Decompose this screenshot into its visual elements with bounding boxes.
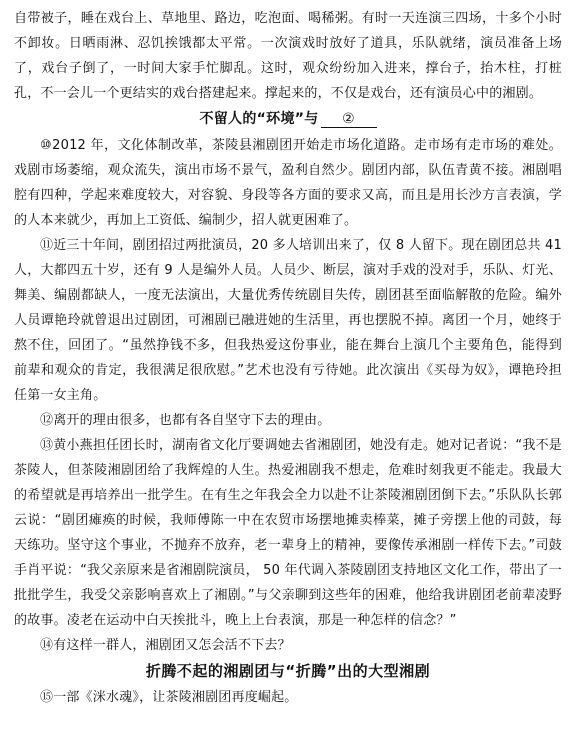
- paragraph-12: ⑫离开的理由很多，也都有各自坚守下去的理由。: [40, 413, 331, 428]
- section-heading-toss: 折腾不起的湘剧团与“折腾”出的大型湘剧: [145, 662, 431, 680]
- paragraph-9: 自带被子，睡在戏台上、草地里、路边，吃泡面、喝稀粥。有时一天连演三四场，十多个小时不卸妆。日晒雨淋、忍饥挨饿都太平常。一次演戏时放好了道具，乐队就绪，演员准备上场了，戏台子倒了，一时间大家手忙脚乱。这时，观众纷纷加入进来，撑台子，抬木柱，打桩孔，不一会儿一个更结实的戏台搭建起来。撑起来的，不仅是戏台，还有演员心中的湘剧。: [14, 11, 562, 101]
- fill-in-blank: ②: [321, 111, 377, 128]
- section-heading-environment: [14, 107, 562, 131]
- paragraph-14: ⑭有这样一群人，湘剧团又怎会活不下去？: [40, 638, 291, 653]
- paragraph-10: ⑩2012 年，文化体制改革，茶陵县湘剧团开始走市场化道路。走市场有走市场的难处。戏剧市场萎缩，观众流失，演出市场不景气，盈利自然少。剧团内部，队伍青黄不接。湘剧唱腔有四种，学起来难度较大，对容貌、身段等各方面的要求又高，而且是用长沙方言表演，学的人本来就少，再加上工资低、编制少，招人就更困难了。: [14, 138, 562, 228]
- paragraph-15: ⑮一部《洣水魂》，让茶陵湘剧团再度崛起。: [40, 690, 298, 705]
- paragraph-11: ⑪近三十年间，剧团招过两批演员，20 多人培训出来了，仅 8 人留下。现在剧团总共 41 人，大都四五十岁，还有 9 人是编外人员。人员少、断层，演对手戏的没对手，乐队、灯光、舞美、编剧都缺人，一度无法演出，大量优秀传统剧目失传，剧团甚至面临解散的危险。编外人员谭艳玲就曾退出过剧团，可湘剧已融进她的生活里，再也摆脱不掉。离团一个月，她终于熬不住，回团了。“虽然挣钱不多，但我热爱这份事业，能在舞台上演几个主要角色，能得到前辈和观众的肯定，我很满足很欣慰。”艺术也没有亏待她。此次演出《买母为奴》，谭艳玲担任第一女主角。: [14, 238, 562, 403]
- paragraph-13: ⑬黄小燕担任团长时，湖南省文化厅要调她去省湘剧团，她没有走。她对记者说：“我不是茶陵人，但茶陵湘剧团给了我辉煌的人生。热爱湘剧我不想走，危难时刻我更不能走。我最大的希望就是再培养出一批学生。在有生之年我会全力以赴不让茶陵湘剧团倒下去。”乐队队长郭云说：“剧团瘫痪的时候，我师傅陈一中在农贸市场摆地摊卖棒菜，摊子旁摆上他的司鼓，每天练功。坚守这个事业，不抛弃不放弃，老一辈身上的精神，要像传承湘剧一样传下去。”司鼓手肖平说：“我父亲原来是省湘剧院演员， 50 年代调入茶陵剧团支持地区文化工作，带出了一批批学生，我受父亲影响喜欢上了湘剧。”与父亲聊到这些年的困难，他给我讲剧团老前辈凌野的故事。凌老在运动中白天挨批斗，晚上上台表演，那是一种怎样的信念？”: [14, 438, 562, 628]
- section-heading-text: 不留人的“环境”与: [199, 111, 319, 127]
